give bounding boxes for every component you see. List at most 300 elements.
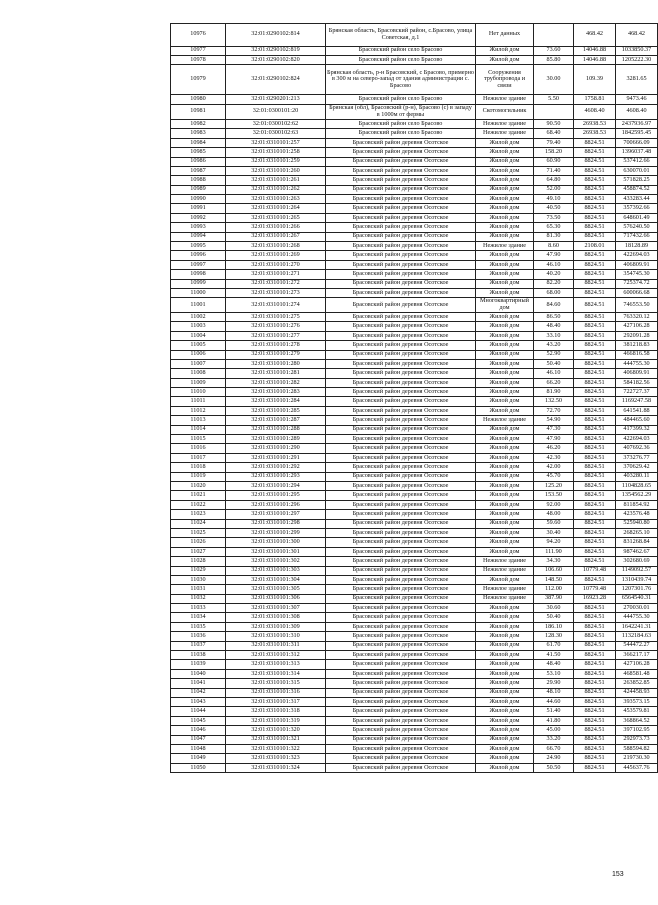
table-row: [171, 726, 658, 735]
cadastral-value-cell: 1396037.48: [616, 148, 658, 157]
cadastral-number-cell: 32:01:0310101:305: [226, 585, 326, 594]
cadastral-number-cell: 32:01:0310101:319: [226, 716, 326, 725]
cadastral-value-cell: 576240.50: [616, 223, 658, 232]
address-cell: Брасовский район деревня Осотское: [326, 260, 476, 269]
table-row: [171, 260, 658, 269]
address-cell: Брасовский район деревня Осотское: [326, 444, 476, 453]
object-type-cell: Жилой дом: [476, 735, 534, 744]
address-cell: Брасовский район деревня Осотское: [326, 763, 476, 772]
area-cell: 47.30: [534, 425, 574, 434]
unit-value-cell: 10779.48: [574, 585, 616, 594]
cadastral-number-cell: 32:01:0310101:297: [226, 510, 326, 519]
table-row: [171, 176, 658, 185]
unit-value-cell: 4608.40: [574, 104, 616, 119]
address-cell: Брасовский район деревня Осотское: [326, 435, 476, 444]
object-type-cell: Жилой дом: [476, 528, 534, 537]
row-number-cell: 11044: [171, 707, 226, 716]
cadastral-value-cell: 6564540.31: [616, 594, 658, 603]
area-cell: 66.20: [534, 378, 574, 387]
row-number-cell: 11004: [171, 331, 226, 340]
cadastral-number-cell: 32:01:0310101:285: [226, 406, 326, 415]
address-cell: Брасовский район деревня Осотское: [326, 453, 476, 462]
unit-value-cell: 8824.51: [574, 491, 616, 500]
object-type-cell: Жилой дом: [476, 288, 534, 297]
table-row: [171, 341, 658, 350]
area-cell: 47.90: [534, 251, 574, 260]
cadastral-value-cell: 366217.17: [616, 651, 658, 660]
object-type-cell: Жилой дом: [476, 763, 534, 772]
table-row: [171, 547, 658, 556]
cadastral-value-cell: 1033850.37: [616, 46, 658, 55]
cadastral-value-cell: 641541.88: [616, 406, 658, 415]
object-type-cell: Жилой дом: [476, 435, 534, 444]
cadastral-number-cell: 32:01:0310101:267: [226, 232, 326, 241]
object-type-cell: Жилой дом: [476, 322, 534, 331]
table-row: [171, 444, 658, 453]
address-cell: Брасовский район деревня Осотское: [326, 270, 476, 279]
unit-value-cell: 109.39: [574, 65, 616, 95]
cadastral-number-cell: 32:01:0310101:308: [226, 613, 326, 622]
cadastral-number-cell: 32:01:0300102:63: [226, 129, 326, 138]
address-cell: Брасовский район деревня Осотское: [326, 707, 476, 716]
cadastral-value-cell: 466816.58: [616, 350, 658, 359]
unit-value-cell: 16923.28: [574, 594, 616, 603]
address-cell: Брасовский район деревня Осотское: [326, 425, 476, 434]
row-number-cell: 10995: [171, 242, 226, 251]
row-number-cell: 11025: [171, 528, 226, 537]
address-cell: Брянская область, Брасовский район, с.Брасово, улица Советская, д.1: [326, 24, 476, 47]
object-type-cell: Жилой дом: [476, 744, 534, 753]
table-row: [171, 406, 658, 415]
object-type-cell: Жилой дом: [476, 425, 534, 434]
object-type-cell: Жилой дом: [476, 232, 534, 241]
address-cell: Брасовский район деревня Осотское: [326, 416, 476, 425]
cadastral-number-cell: 32:01:0310101:294: [226, 482, 326, 491]
unit-value-cell: 8824.51: [574, 632, 616, 641]
cadastral-number-cell: 32:01:0310101:309: [226, 622, 326, 631]
table-row: [171, 270, 658, 279]
row-number-cell: 10981: [171, 104, 226, 119]
address-cell: Брасовский район деревня Осотское: [326, 566, 476, 575]
area-cell: [534, 24, 574, 47]
area-cell: 52.90: [534, 350, 574, 359]
cadastral-number-cell: 32:01:0310101:257: [226, 138, 326, 147]
row-number-cell: 11035: [171, 622, 226, 631]
table-row: [171, 707, 658, 716]
cadastral-number-cell: 32:01:0310101:313: [226, 660, 326, 669]
cadastral-value-cell: 292973.73: [616, 735, 658, 744]
cadastral-number-cell: 32:01:0310101:258: [226, 148, 326, 157]
address-cell: Брасовский район село Брасово: [326, 129, 476, 138]
unit-value-cell: 1758.81: [574, 95, 616, 104]
cadastral-value-cell: 219730.30: [616, 754, 658, 763]
table-row: [171, 119, 658, 128]
cadastral-number-cell: 32:01:0290201:213: [226, 95, 326, 104]
cadastral-number-cell: 32:01:0310101:274: [226, 298, 326, 313]
cadastral-number-cell: 32:01:0310101:322: [226, 744, 326, 753]
table-row: [171, 716, 658, 725]
address-cell: Брасовский район деревня Осотское: [326, 482, 476, 491]
area-cell: 46.20: [534, 444, 574, 453]
table-row: [171, 350, 658, 359]
address-cell: Брасовский район деревня Осотское: [326, 716, 476, 725]
object-type-cell: Жилой дом: [476, 453, 534, 462]
table-row: [171, 585, 658, 594]
row-number-cell: 11041: [171, 679, 226, 688]
object-type-cell: Жилой дом: [476, 491, 534, 500]
cadastral-number-cell: 32:01:0310101:259: [226, 157, 326, 166]
address-cell: Брасовский район деревня Осотское: [326, 575, 476, 584]
area-cell: 128.30: [534, 632, 574, 641]
cadastral-number-cell: 32:01:0310101:284: [226, 397, 326, 406]
cadastral-value-cell: 811854.92: [616, 500, 658, 509]
object-type-cell: Жилой дом: [476, 651, 534, 660]
address-cell: Брасовский район деревня Осотское: [326, 176, 476, 185]
unit-value-cell: 8824.51: [574, 350, 616, 359]
address-cell: Брасовский район деревня Осотское: [326, 726, 476, 735]
cadastral-number-cell: 32:01:0310101:263: [226, 195, 326, 204]
table-row: [171, 566, 658, 575]
unit-value-cell: 8824.51: [574, 270, 616, 279]
unit-value-cell: 8824.51: [574, 735, 616, 744]
object-type-cell: Нежилое здание: [476, 95, 534, 104]
area-cell: 132.50: [534, 397, 574, 406]
row-number-cell: 10982: [171, 119, 226, 128]
registry-table-container: [170, 23, 652, 773]
table-row: [171, 223, 658, 232]
cadastral-value-cell: 393573.15: [616, 697, 658, 706]
cadastral-number-cell: 32:01:0310101:293: [226, 472, 326, 481]
cadastral-value-cell: 2437936.97: [616, 119, 658, 128]
table-row: [171, 679, 658, 688]
table-row: [171, 669, 658, 678]
area-cell: 47.90: [534, 435, 574, 444]
cadastral-value-cell: 722727.37: [616, 388, 658, 397]
area-cell: 30.60: [534, 604, 574, 613]
unit-value-cell: 8824.51: [574, 251, 616, 260]
table-row: [171, 104, 658, 119]
cadastral-value-cell: 600066.68: [616, 288, 658, 297]
area-cell: 94.20: [534, 538, 574, 547]
object-type-cell: Жилой дом: [476, 472, 534, 481]
object-type-cell: Жилой дом: [476, 688, 534, 697]
cadastral-value-cell: 1207301.76: [616, 585, 658, 594]
cadastral-value-cell: 537412.66: [616, 157, 658, 166]
row-number-cell: 11027: [171, 547, 226, 556]
cadastral-value-cell: 423576.48: [616, 510, 658, 519]
cadastral-value-cell: 763320.12: [616, 312, 658, 321]
row-number-cell: 11031: [171, 585, 226, 594]
row-number-cell: 11002: [171, 312, 226, 321]
address-cell: Брасовский район деревня Осотское: [326, 312, 476, 321]
object-type-cell: Жилой дом: [476, 148, 534, 157]
cadastral-number-cell: 32:01:0290102:819: [226, 46, 326, 55]
unit-value-cell: 8824.51: [574, 557, 616, 566]
unit-value-cell: 8824.51: [574, 726, 616, 735]
area-cell: 86.50: [534, 312, 574, 321]
object-type-cell: Жилой дом: [476, 223, 534, 232]
cadastral-value-cell: 397102.95: [616, 726, 658, 735]
object-type-cell: Жилой дом: [476, 463, 534, 472]
area-cell: 66.70: [534, 744, 574, 753]
address-cell: Брасовский район деревня Осотское: [326, 242, 476, 251]
row-number-cell: 11020: [171, 482, 226, 491]
unit-value-cell: 8824.51: [574, 528, 616, 537]
cadastral-value-cell: 403280.11: [616, 472, 658, 481]
table-row: [171, 660, 658, 669]
address-cell: Брасовский район деревня Осотское: [326, 166, 476, 175]
row-number-cell: 10983: [171, 129, 226, 138]
table-row: [171, 651, 658, 660]
unit-value-cell: 8824.51: [574, 369, 616, 378]
address-cell: Брасовский район деревня Осотское: [326, 641, 476, 650]
unit-value-cell: 8824.51: [574, 763, 616, 772]
object-type-cell: Жилой дом: [476, 378, 534, 387]
unit-value-cell: 8824.51: [574, 406, 616, 415]
table-row: [171, 242, 658, 251]
object-type-cell: Жилой дом: [476, 726, 534, 735]
area-cell: 387.90: [534, 594, 574, 603]
row-number-cell: 10977: [171, 46, 226, 55]
cadastral-value-cell: 458874.52: [616, 185, 658, 194]
row-number-cell: 11046: [171, 726, 226, 735]
table-row: [171, 528, 658, 537]
unit-value-cell: 8824.51: [574, 716, 616, 725]
unit-value-cell: 8824.51: [574, 148, 616, 157]
address-cell: Брасовский район деревня Осотское: [326, 322, 476, 331]
area-cell: 34.30: [534, 557, 574, 566]
unit-value-cell: 8824.51: [574, 669, 616, 678]
cadastral-number-cell: 32:01:0310101:271: [226, 270, 326, 279]
cadastral-value-cell: 544472.27: [616, 641, 658, 650]
address-cell: Брасовский район деревня Осотское: [326, 350, 476, 359]
area-cell: 33.10: [534, 331, 574, 340]
area-cell: 106.60: [534, 566, 574, 575]
object-type-cell: Жилой дом: [476, 613, 534, 622]
area-cell: 84.60: [534, 298, 574, 313]
address-cell: Брасовский район деревня Осотское: [326, 632, 476, 641]
address-cell: Брасовский район село Брасово: [326, 55, 476, 64]
object-type-cell: Жилой дом: [476, 660, 534, 669]
unit-value-cell: 8824.51: [574, 288, 616, 297]
unit-value-cell: 468.42: [574, 24, 616, 47]
object-type-cell: Жилой дом: [476, 632, 534, 641]
address-cell: Брасовский район деревня Осотское: [326, 279, 476, 288]
cadastral-number-cell: 32:01:0310101:281: [226, 369, 326, 378]
unit-value-cell: 8824.51: [574, 185, 616, 194]
object-type-cell: Жилой дом: [476, 55, 534, 64]
unit-value-cell: 8824.51: [574, 604, 616, 613]
address-cell: Брянская (обл), Брасовский (р-н), Брасово (с) в западу в 1000м от фермы: [326, 104, 476, 119]
address-cell: Брасовский район деревня Осотское: [326, 331, 476, 340]
address-cell: Брасовский район деревня Осотское: [326, 157, 476, 166]
address-cell: Брасовский район деревня Осотское: [326, 500, 476, 509]
row-number-cell: 11012: [171, 406, 226, 415]
row-number-cell: 10991: [171, 204, 226, 213]
cadastral-number-cell: 32:01:0310101:268: [226, 242, 326, 251]
cadastral-number-cell: 32:01:0310101:272: [226, 279, 326, 288]
address-cell: Брасовский район деревня Осотское: [326, 613, 476, 622]
unit-value-cell: 8824.51: [574, 204, 616, 213]
row-number-cell: 11034: [171, 613, 226, 622]
area-cell: 54.90: [534, 416, 574, 425]
row-number-cell: 11026: [171, 538, 226, 547]
area-cell: 40.20: [534, 270, 574, 279]
area-cell: 68.40: [534, 129, 574, 138]
unit-value-cell: 8824.51: [574, 331, 616, 340]
unit-value-cell: 8824.51: [574, 651, 616, 660]
cadastral-number-cell: 32:01:0310101:314: [226, 669, 326, 678]
row-number-cell: 10999: [171, 279, 226, 288]
unit-value-cell: 8824.51: [574, 472, 616, 481]
area-cell: 85.80: [534, 55, 574, 64]
address-cell: Брасовский район деревня Осотское: [326, 359, 476, 368]
cadastral-value-cell: 1132184.63: [616, 632, 658, 641]
table-row: [171, 378, 658, 387]
area-cell: 51.40: [534, 707, 574, 716]
area-cell: 72.70: [534, 406, 574, 415]
row-number-cell: 10998: [171, 270, 226, 279]
address-cell: Брасовский район деревня Осотское: [326, 288, 476, 297]
table-row: [171, 463, 658, 472]
area-cell: 71.40: [534, 166, 574, 175]
unit-value-cell: 8824.51: [574, 166, 616, 175]
area-cell: 111.90: [534, 547, 574, 556]
table-row: [171, 298, 658, 313]
table-row: [171, 397, 658, 406]
cadastral-value-cell: 1842595.45: [616, 129, 658, 138]
cadastral-value-cell: 468581.48: [616, 669, 658, 678]
cadastral-value-cell: 700666.09: [616, 138, 658, 147]
address-cell: Брасовский район деревня Осотское: [326, 185, 476, 194]
area-cell: [534, 104, 574, 119]
unit-value-cell: 8824.51: [574, 754, 616, 763]
address-cell: Брасовский район деревня Осотское: [326, 298, 476, 313]
object-type-cell: Жилой дом: [476, 754, 534, 763]
area-cell: 30.40: [534, 528, 574, 537]
table-row: [171, 500, 658, 509]
area-cell: 90.50: [534, 119, 574, 128]
cadastral-value-cell: 746553.50: [616, 298, 658, 313]
area-cell: 41.80: [534, 716, 574, 725]
cadastral-value-cell: 9473.46: [616, 95, 658, 104]
unit-value-cell: 8824.51: [574, 538, 616, 547]
address-cell: Брасовский район деревня Осотское: [326, 251, 476, 260]
cadastral-number-cell: 32:01:0310101:307: [226, 604, 326, 613]
unit-value-cell: 8824.51: [574, 232, 616, 241]
object-type-cell: Жилой дом: [476, 622, 534, 631]
object-type-cell: Жилой дом: [476, 519, 534, 528]
object-type-cell: Жилой дом: [476, 46, 534, 55]
cadastral-number-cell: 32:01:0310101:315: [226, 679, 326, 688]
area-cell: 60.90: [534, 157, 574, 166]
area-cell: 49.10: [534, 195, 574, 204]
cadastral-number-cell: 32:01:0310101:280: [226, 359, 326, 368]
unit-value-cell: 8824.51: [574, 397, 616, 406]
table-row: [171, 46, 658, 55]
object-type-cell: Нежилое здание: [476, 129, 534, 138]
cadastral-number-cell: 32:01:0300101:20: [226, 104, 326, 119]
row-number-cell: 10985: [171, 148, 226, 157]
address-cell: Брасовский район деревня Осотское: [326, 585, 476, 594]
area-cell: 42.00: [534, 463, 574, 472]
unit-value-cell: 26938.53: [574, 119, 616, 128]
object-type-cell: Нежилое здание: [476, 566, 534, 575]
table-row: [171, 613, 658, 622]
row-number-cell: 11003: [171, 322, 226, 331]
unit-value-cell: 8824.51: [574, 744, 616, 753]
unit-value-cell: 8824.51: [574, 679, 616, 688]
table-row: [171, 331, 658, 340]
cadastral-number-cell: 32:01:0310101:290: [226, 444, 326, 453]
area-cell: 48.40: [534, 322, 574, 331]
table-row: [171, 95, 658, 104]
area-cell: 5.50: [534, 95, 574, 104]
table-row: [171, 557, 658, 566]
cadastral-number-cell: 32:01:0290102:814: [226, 24, 326, 47]
object-type-cell: Жилой дом: [476, 138, 534, 147]
row-number-cell: 11018: [171, 463, 226, 472]
address-cell: Брасовский район деревня Осотское: [326, 406, 476, 415]
cadastral-value-cell: 354745.30: [616, 270, 658, 279]
cadastral-number-cell: 32:01:0310101:324: [226, 763, 326, 772]
area-cell: 68.00: [534, 288, 574, 297]
cadastral-number-cell: 32:01:0310101:291: [226, 453, 326, 462]
object-type-cell: Жилой дом: [476, 279, 534, 288]
unit-value-cell: 8824.51: [574, 707, 616, 716]
object-type-cell: Жилой дом: [476, 697, 534, 706]
object-type-cell: Жилой дом: [476, 204, 534, 213]
cadastral-number-cell: 32:01:0310101:301: [226, 547, 326, 556]
unit-value-cell: 8824.51: [574, 613, 616, 622]
registry-table-body: [171, 24, 658, 773]
cadastral-number-cell: 32:01:0310101:316: [226, 688, 326, 697]
row-number-cell: 11015: [171, 435, 226, 444]
cadastral-number-cell: 32:01:0310101:265: [226, 213, 326, 222]
table-row: [171, 369, 658, 378]
table-row: [171, 24, 658, 47]
object-type-cell: Нежилое здание: [476, 119, 534, 128]
area-cell: 40.50: [534, 204, 574, 213]
row-number-cell: 10984: [171, 138, 226, 147]
address-cell: Брасовский район деревня Осотское: [326, 669, 476, 678]
cadastral-value-cell: 725374.72: [616, 279, 658, 288]
address-cell: Брасовский район деревня Осотское: [326, 388, 476, 397]
row-number-cell: 11007: [171, 359, 226, 368]
cadastral-value-cell: 407692.36: [616, 444, 658, 453]
unit-value-cell: 8824.51: [574, 138, 616, 147]
row-number-cell: 11006: [171, 350, 226, 359]
cadastral-value-cell: 357392.66: [616, 204, 658, 213]
area-cell: 82.20: [534, 279, 574, 288]
cadastral-number-cell: 32:01:0310101:262: [226, 185, 326, 194]
object-type-cell: Жилой дом: [476, 604, 534, 613]
table-row: [171, 129, 658, 138]
unit-value-cell: 2108.01: [574, 242, 616, 251]
table-row: [171, 510, 658, 519]
object-type-cell: Жилой дом: [476, 270, 534, 279]
address-cell: Брасовский район деревня Осотское: [326, 223, 476, 232]
cadastral-value-cell: 584182.56: [616, 378, 658, 387]
area-cell: 81.30: [534, 232, 574, 241]
area-cell: 45.00: [534, 726, 574, 735]
table-row: [171, 288, 658, 297]
cadastral-value-cell: 427106.28: [616, 660, 658, 669]
address-cell: Брасовский район деревня Осотское: [326, 557, 476, 566]
row-number-cell: 10988: [171, 176, 226, 185]
table-row: [171, 251, 658, 260]
unit-value-cell: 14046.88: [574, 55, 616, 64]
